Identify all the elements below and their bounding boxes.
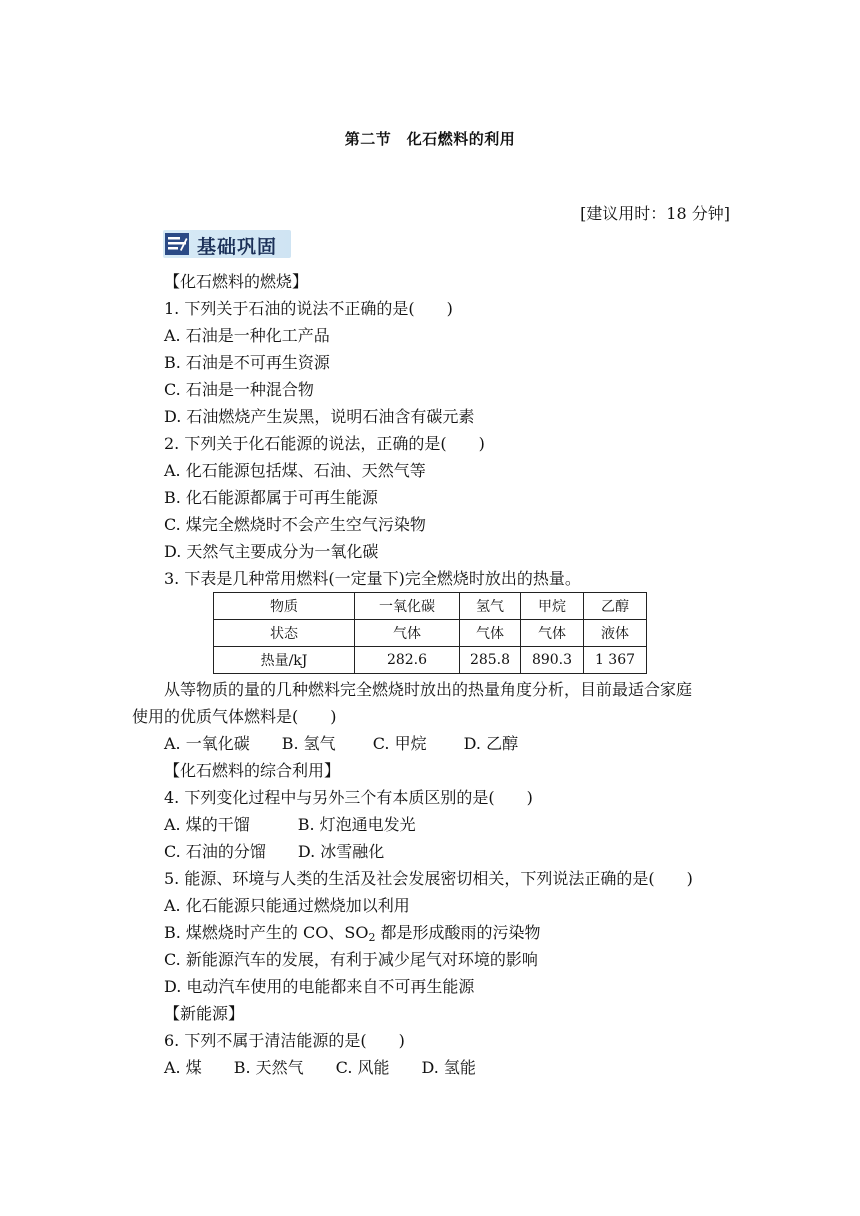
- table-cell: 乙醇: [584, 593, 647, 620]
- section-banner: [163, 230, 291, 258]
- table-cell: 气体: [521, 620, 584, 647]
- table-cell: 气体: [460, 620, 521, 647]
- q1-stem: 1. 下列关于石油的说法不正确的是( ): [164, 299, 453, 318]
- q5-option-c: C. 新能源汽车的发展，有利于减少尾气对环境的影响: [164, 950, 538, 969]
- fuel-heat-table: [213, 592, 647, 674]
- q2-option-c: C. 煤完全燃烧时不会产生空气污染物: [164, 515, 426, 534]
- q1-option-d: D. 石油燃烧产生炭黑，说明石油含有碳元素: [164, 407, 475, 426]
- table-cell: 一氧化碳: [355, 593, 460, 620]
- table-cell: 甲烷: [521, 593, 584, 620]
- page-title: 第二节 化石燃料的利用: [344, 130, 516, 148]
- q3-text-line2: 使用的优质气体燃料是( ): [132, 707, 337, 726]
- q5-option-b-pre: B. 煤燃烧时产生的 CO、SO: [164, 923, 369, 942]
- q4-options-cd: C. 石油的分馏 D. 冰雪融化: [164, 842, 385, 861]
- table-cell: 液体: [584, 620, 647, 647]
- q2-stem: 2. 下列关于化石能源的说法，正确的是( ): [164, 434, 485, 453]
- q1-option-c: C. 石油是一种混合物: [164, 380, 314, 399]
- q5-option-b: [164, 923, 541, 943]
- table-row: [214, 593, 647, 620]
- q6-options: A. 煤 B. 天然气 C. 风能 D. 氢能: [164, 1058, 476, 1077]
- table-row: [214, 647, 647, 674]
- table-cell: 282.6: [355, 647, 460, 674]
- q3-text-line1: 从等物质的量的几种燃料完全燃烧时放出的热量角度分析，目前最适合家庭: [164, 680, 693, 699]
- table-cell: 状态: [214, 620, 355, 647]
- q2-option-d: D. 天然气主要成分为一氧化碳: [164, 542, 379, 561]
- q6-stem: 6. 下列不属于清洁能源的是( ): [164, 1031, 405, 1050]
- section-heading: 【化石燃料的燃烧】: [164, 272, 309, 291]
- q5-option-b-subscript: 2: [368, 931, 376, 944]
- table-cell: 气体: [355, 620, 460, 647]
- q4-stem: 4. 下列变化过程中与另外三个有本质区别的是( ): [164, 788, 533, 807]
- q1-option-a: A. 石油是一种化工产品: [164, 326, 330, 345]
- table-cell: 物质: [214, 593, 355, 620]
- suggested-time: [建议用时：18 分钟]: [580, 204, 730, 223]
- table-row: [214, 620, 647, 647]
- table-cell: 285.8: [460, 647, 521, 674]
- q5-stem: 5. 能源、环境与人类的生活及社会发展密切相关，下列说法正确的是( ): [164, 869, 693, 888]
- table-cell: 1 367: [584, 647, 647, 674]
- section-heading: 【新能源】: [164, 1004, 245, 1023]
- table-cell: 890.3: [521, 647, 584, 674]
- q4-options-ab: A. 煤的干馏 B. 灯泡通电发光: [164, 815, 416, 834]
- q3-stem: 3. 下表是几种常用燃料(一定量下)完全燃烧时放出的热量。: [164, 569, 581, 588]
- q5-option-d: D. 电动汽车使用的电能都来自不可再生能源: [164, 977, 475, 996]
- section-heading: 【化石燃料的综合利用】: [164, 761, 341, 780]
- banner-label: 基础巩固: [197, 236, 278, 258]
- q2-option-a: A. 化石能源包括煤、石油、天然气等: [164, 461, 426, 480]
- q5-option-a: A. 化石能源只能通过燃烧加以利用: [164, 896, 410, 915]
- table-cell: 氢气: [460, 593, 521, 620]
- q5-option-b-post: 都是形成酸雨的污染物: [375, 923, 541, 942]
- q2-option-b: B. 化石能源都属于可再生能源: [164, 488, 378, 507]
- q1-option-b: B. 石油是不可再生资源: [164, 353, 330, 372]
- q3-options: A. 一氧化碳 B. 氢气 C. 甲烷 D. 乙醇: [164, 734, 519, 753]
- list-icon: [165, 233, 189, 255]
- table-cell: 热量/kJ: [214, 647, 355, 674]
